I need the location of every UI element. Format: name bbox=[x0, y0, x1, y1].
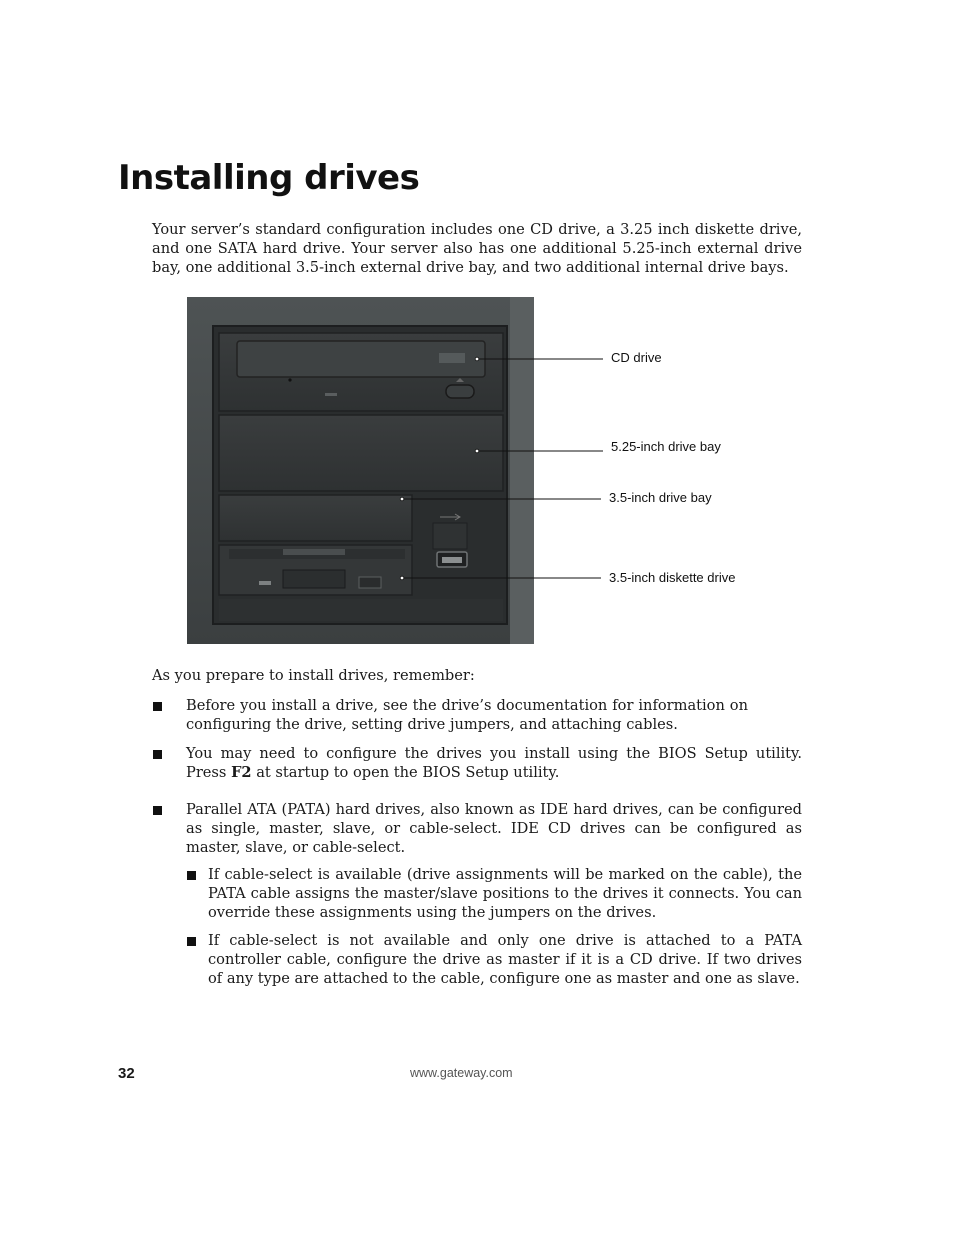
prepare-paragraph: As you prepare to install drives, remember: bbox=[152, 667, 475, 684]
bullet-marker bbox=[153, 806, 162, 815]
sub-bullet-marker bbox=[187, 871, 196, 880]
bullet-bios-setup bbox=[186, 744, 802, 782]
footer-url: www.gateway.com bbox=[410, 1066, 513, 1080]
callout-diskette-drive: 3.5-inch diskette drive bbox=[609, 570, 736, 585]
sub-bullet-marker bbox=[187, 937, 196, 946]
intro-paragraph: Your server’s standard configuration includes one CD drive, a 3.25 inch diskette drive, and one SATA hard drive. Your server also has one additional 5.25-inch external drive bay, one additional 3.5-inch external drive bay, and two additional internal drive bays. bbox=[152, 221, 802, 276]
callout-525-drive-bay: 5.25-inch drive bay bbox=[611, 439, 721, 454]
page-title: Installing drives bbox=[118, 158, 420, 198]
sub-bullet-cable-select-unavailable: If cable-select is not available and only one drive is attached to a PATA controller cable, configure the drive as master if it is a CD drive. If two drives of any type are attached to the cable, configure one as master and one as slave. bbox=[208, 932, 802, 987]
callout-cd-drive: CD drive bbox=[611, 350, 662, 365]
bullet-pata-drives: Parallel ATA (PATA) hard drives, also known as IDE hard drives, can be configured as single, master, slave, or cable-select. IDE CD drives can be configured as master, slave, or cable-select. bbox=[186, 801, 802, 856]
bullet-bios-text-before: You may need to configure the drives you install using the BIOS Setup utility. Press bbox=[186, 745, 802, 781]
bullet-bios-text-after: at startup to open the BIOS Setup utility. bbox=[251, 764, 560, 781]
bullet-marker bbox=[153, 750, 162, 759]
sub-bullet-cable-select-available: If cable-select is available (drive assignments will be marked on the cable), the PATA cable assigns the master/slave positions to the drives it connects. You can override these assignments using the jumpers on the drives. bbox=[208, 866, 802, 921]
bullet-documentation: Before you install a drive, see the drive’s documentation for information on configuring the drive, setting drive jumpers, and attaching cables. bbox=[186, 697, 748, 733]
callout-35-drive-bay: 3.5-inch drive bay bbox=[609, 490, 712, 505]
page-number: 32 bbox=[118, 1065, 135, 1082]
bullet-marker bbox=[153, 702, 162, 711]
f2-key: F2 bbox=[231, 764, 252, 781]
drive-bays-photo bbox=[187, 297, 534, 644]
